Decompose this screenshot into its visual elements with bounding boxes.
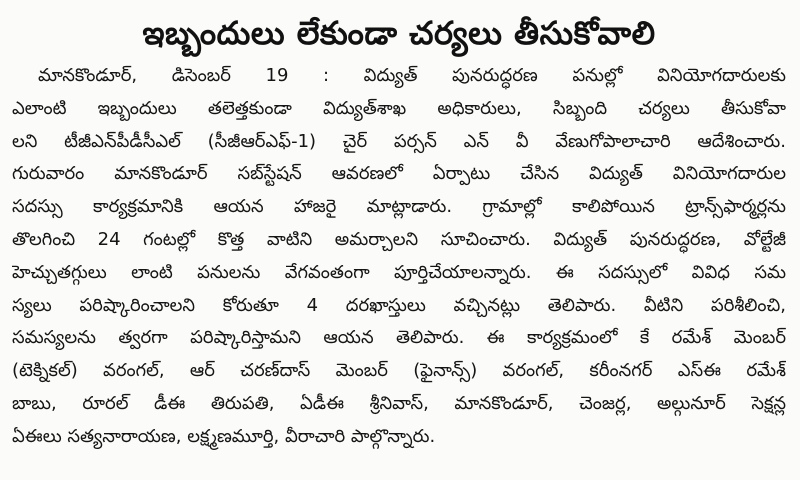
article-line: సదస్సు కార్యక్రమానికి ఆయన హాజరై మాట్లాడారు. గ్రామాల్లో కాలిపోయిన ట్రాన్స్‌ఫార్మర్లను	[12, 196, 786, 218]
article-body	[12, 60, 786, 454]
article-line: గురువారం మానకొండూర్ సబ్‌స్టేషన్ ఆవరణలో ఏర్పాటు చేసిన విద్యుత్ వినియోగదారుల	[12, 163, 786, 185]
article-line: (టెక్నికల్) వరంగల్, ఆర్ చరణ్‌దాస్ మెంబర్ (ఫైనాన్స్) వరంగల్, కరీంనగర్ ఎస్ఈ రమేశ్	[12, 360, 786, 382]
article-line: బాబు, రూరల్ డీఈ తిరుపతి, ఏడీఈ శ్రీనివాస్, మానకొండూర్, చెంజర్ల, అల్గునూర్ సెక్షన్ల	[12, 392, 786, 414]
article-line: ఎలాంటి ఇబ్బందులు తలెత్తకుండా విద్యుత్‌శాఖ అధికారులు, సిబ్బంది చర్యలు తీసుకోవా	[12, 97, 786, 119]
article-line: ఏఈలు సత్యనారాయణ, లక్ష్మణమూర్తి, వీరాచారి పాల్గొన్నారు.	[12, 425, 436, 447]
article-line: తొలగించి 24 గంటల్లో కొత్త వాటిని అమర్చాలని సూచించారు. విద్యుత్ పునరుద్ధరణ, వోల్టేజీ	[12, 228, 786, 250]
article-line: స్యలు పరిష్కారించాలని కోరుతూ 4 దరఖాస్తులు వచ్చినట్లు తెలిపారు. వీటిని పరిశీలించి,	[12, 294, 786, 316]
article-line: లని టీజీఎన్‌పీడీసీఎల్ (సీజీఆర్‌ఎఫ్-1) చైర్ పర్సన్ ఎన్ వీ వేణుగోపాలాచారి ఆదేశించారు.	[12, 130, 786, 152]
article-headline: ఇబ్బందులు లేకుండా చర్యలు తీసుకోవాలి	[142, 14, 656, 52]
article-line: మానకొండూర్, డిసెంబర్ 19 : విద్యుత్ పునరుద్ధరణ పనుల్లో వినియోగదారులకు	[38, 65, 786, 86]
article-line: సమస్యలను త్వరగా పరిష్కారిస్తామని ఆయన తెలిపారు. ఈ కార్యక్రమంలో కే రమేశ్ మెంబర్	[12, 327, 786, 349]
article-line: హెచ్చుతగ్గులు లాంటి పనులను వేగవంతంగా పూర్తిచేయాలన్నారు. ఈ సదస్సులో వివిధ సమ	[12, 261, 786, 283]
